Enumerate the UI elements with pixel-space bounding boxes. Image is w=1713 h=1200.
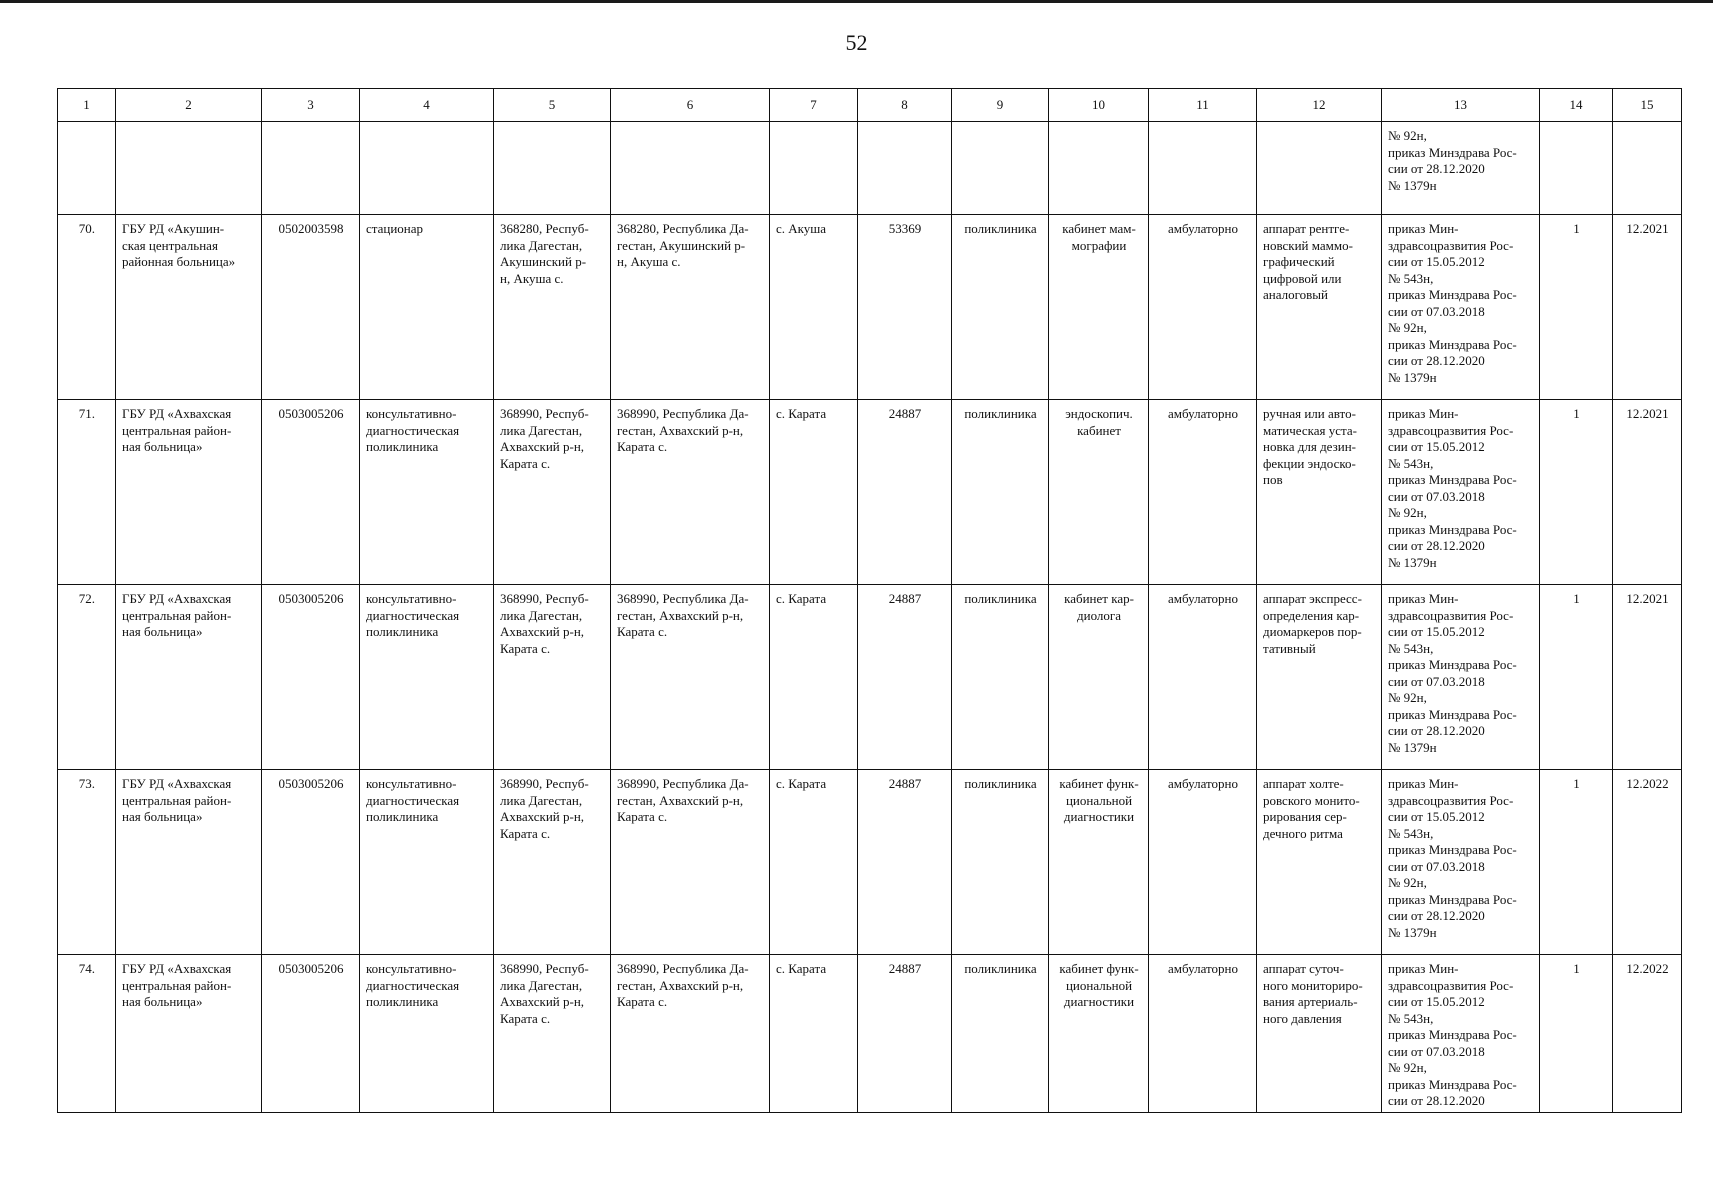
cell-line: № 92н, bbox=[1388, 320, 1427, 335]
mode-cell: амбулаторно bbox=[1149, 215, 1257, 400]
cell-line: графический bbox=[1263, 254, 1335, 269]
cell-line: приказ Минздрава Рос- bbox=[1388, 1076, 1517, 1092]
cell-line: Ахвахский р-н, bbox=[500, 809, 585, 824]
code-cell: 0503005206 bbox=[262, 770, 360, 955]
table-row bbox=[58, 955, 1682, 1113]
column-header-4: 4 bbox=[360, 89, 494, 122]
organization-cell bbox=[116, 585, 262, 770]
facility-type-cell bbox=[360, 215, 494, 400]
actual-address-cell bbox=[611, 955, 770, 1113]
cell-line: № 543н, bbox=[1388, 640, 1434, 656]
cell-line: ного давления bbox=[1263, 1010, 1342, 1026]
cell-line: диолога bbox=[1077, 607, 1121, 623]
facility-type-cell bbox=[360, 400, 494, 585]
date-cell: 12.2021 bbox=[1613, 400, 1682, 585]
cell-line: ГБУ РД «Ахвахская bbox=[122, 961, 232, 976]
cell-line: Карата с. bbox=[617, 994, 668, 1009]
cell-line: гестан, Ахвахский р-н, bbox=[617, 792, 744, 808]
table-body bbox=[58, 122, 1682, 1113]
locality-cell: с. Карата bbox=[770, 585, 858, 770]
cell-line: лика Дагестан, bbox=[500, 607, 583, 623]
cell bbox=[1049, 122, 1149, 215]
cell-line: эндоскопич. bbox=[1065, 406, 1133, 421]
unit-cell bbox=[1049, 400, 1149, 585]
cell-line: диагностики bbox=[1063, 809, 1135, 824]
legal-address-cell bbox=[494, 215, 611, 400]
legal-address-cell bbox=[494, 585, 611, 770]
cell-line: 368990, Республика Да- bbox=[617, 406, 749, 421]
column-header-14: 14 bbox=[1540, 89, 1613, 122]
code-cell: 0503005206 bbox=[262, 955, 360, 1113]
cell-line: сии от 07.03.2018 bbox=[1388, 1043, 1485, 1059]
cell-line: матическая уста- bbox=[1263, 422, 1357, 438]
cell-line: сии от 28.12.2020 bbox=[1388, 538, 1485, 553]
cell-line: консультативно- bbox=[366, 776, 457, 791]
organization-cell bbox=[116, 955, 262, 1113]
cell-line: поликлиника bbox=[366, 994, 439, 1009]
cell-line: ровского монито- bbox=[1263, 792, 1360, 808]
cell-line: 368990, Респуб- bbox=[500, 961, 589, 976]
date-cell: 12.2022 bbox=[1613, 955, 1682, 1113]
cell-line: сии от 07.03.2018 bbox=[1388, 673, 1485, 689]
code-cell: 0502003598 bbox=[262, 215, 360, 400]
cell-line: ная больница» bbox=[122, 439, 203, 454]
cell-line: № 543н, bbox=[1388, 1010, 1434, 1026]
cell bbox=[494, 122, 611, 215]
cell-line: приказ Минздрава Рос- bbox=[1388, 472, 1517, 487]
facility-type-cell bbox=[360, 770, 494, 955]
cell-line: сии от 15.05.2012 bbox=[1388, 624, 1485, 639]
cell bbox=[360, 122, 494, 215]
cell-line: здравсоцразвития Рос- bbox=[1388, 237, 1514, 253]
basis-cell bbox=[1382, 585, 1540, 770]
column-header-11: 11 bbox=[1149, 89, 1257, 122]
cell-line: центральная район- bbox=[122, 792, 232, 808]
cell-line: Ахвахский р-н, bbox=[500, 439, 585, 454]
cell-line: тативный bbox=[1263, 640, 1316, 656]
cell-line: сии от 28.12.2020 bbox=[1388, 353, 1485, 368]
cell-line: консультативно- bbox=[366, 591, 457, 606]
locality-cell: с. Карата bbox=[770, 770, 858, 955]
cell-line: приказ Мин- bbox=[1388, 776, 1459, 791]
cell-line: диагностическая bbox=[366, 792, 460, 808]
date-cell: 12.2021 bbox=[1613, 215, 1682, 400]
cell-line: 368990, Респуб- bbox=[500, 776, 589, 791]
cell bbox=[1540, 122, 1613, 215]
cell-line: приказ Минздрава Рос- bbox=[1388, 287, 1517, 302]
cell-line: диагностическая bbox=[366, 607, 460, 623]
cell-line: № 543н, bbox=[1388, 270, 1434, 286]
cell bbox=[952, 122, 1049, 215]
quantity-cell: 1 bbox=[1540, 585, 1613, 770]
organization-cell bbox=[116, 770, 262, 955]
column-header-6: 6 bbox=[611, 89, 770, 122]
equipment-cell bbox=[1257, 770, 1382, 955]
cell-line: ная больница» bbox=[122, 809, 203, 824]
cell-line: новский маммо- bbox=[1263, 237, 1353, 253]
cell bbox=[770, 122, 858, 215]
cell-line: здравсоцразвития Рос- bbox=[1388, 607, 1514, 623]
cell-line: приказ Минздрава Рос- bbox=[1388, 1027, 1517, 1042]
cell-line: ного мониториро- bbox=[1263, 977, 1363, 993]
basis-cell bbox=[1382, 955, 1540, 1113]
cell-line: Карата с. bbox=[500, 825, 551, 841]
division-cell: поликлиника bbox=[952, 400, 1049, 585]
cell-line: 368990, Респуб- bbox=[500, 406, 589, 421]
actual-address-cell bbox=[611, 585, 770, 770]
cell-line: 368990, Республика Да- bbox=[617, 591, 749, 606]
column-header-5: 5 bbox=[494, 89, 611, 122]
cell-line: консультативно- bbox=[366, 406, 457, 421]
column-header-13: 13 bbox=[1382, 89, 1540, 122]
cell-line: н, Акуша с. bbox=[617, 254, 681, 269]
unit-cell bbox=[1049, 585, 1149, 770]
facility-type-cell bbox=[360, 955, 494, 1113]
cell-line: сии от 15.05.2012 bbox=[1388, 439, 1485, 454]
cell-line: сии от 07.03.2018 bbox=[1388, 488, 1485, 504]
equipment-cell bbox=[1257, 215, 1382, 400]
cell-line: приказ Минздрава Рос- bbox=[1388, 336, 1517, 352]
row-number-cell: 71. bbox=[58, 400, 116, 585]
cell-line: мографии bbox=[1071, 237, 1127, 253]
cell-line: кабинет функ- bbox=[1059, 961, 1139, 976]
quantity-cell: 1 bbox=[1540, 770, 1613, 955]
cell-line: Ахвахский р-н, bbox=[500, 994, 585, 1009]
cell-line: вания артериаль- bbox=[1263, 994, 1358, 1009]
cell-line: цифровой или bbox=[1263, 270, 1342, 286]
cell-line: центральная район- bbox=[122, 607, 232, 623]
equipment-cell bbox=[1257, 585, 1382, 770]
top-border-line bbox=[0, 0, 1713, 3]
cell bbox=[858, 122, 952, 215]
cell-line: новка для дезин- bbox=[1263, 439, 1356, 454]
basis-cell bbox=[1382, 400, 1540, 585]
table-row bbox=[58, 585, 1682, 770]
locality-cell: с. Карата bbox=[770, 400, 858, 585]
cell-line: определения кар- bbox=[1263, 607, 1360, 623]
cell-line: № 1379н bbox=[1388, 177, 1437, 193]
column-header-1: 1 bbox=[58, 89, 116, 122]
population-cell: 24887 bbox=[858, 770, 952, 955]
cell-line: кабинет функ- bbox=[1059, 776, 1139, 791]
cell-line: пов bbox=[1263, 472, 1283, 487]
cell-line: кабинет кар- bbox=[1064, 591, 1134, 606]
cell-line: гестан, Ахвахский р-н, bbox=[617, 422, 744, 438]
cell-line: № 543н, bbox=[1388, 825, 1434, 841]
cell-line: поликлиника bbox=[366, 439, 439, 454]
cell-line: диагностики bbox=[1063, 994, 1135, 1009]
row-number-cell: 72. bbox=[58, 585, 116, 770]
unit-cell bbox=[1049, 770, 1149, 955]
cell-line: сии от 15.05.2012 bbox=[1388, 254, 1485, 269]
cell-line: н, Акуша с. bbox=[500, 270, 564, 286]
cell-line: рирования сер- bbox=[1263, 809, 1347, 824]
table-row bbox=[58, 400, 1682, 585]
cell-line: Карата с. bbox=[500, 455, 551, 471]
table-row bbox=[58, 770, 1682, 955]
unit-cell bbox=[1049, 215, 1149, 400]
cell-line: ская центральная bbox=[122, 237, 218, 253]
basis-cell bbox=[1382, 770, 1540, 955]
cell-line: здравсоцразвития Рос- bbox=[1388, 792, 1514, 808]
cell-line: № 1379н bbox=[1388, 924, 1437, 940]
cell-line: Карата с. bbox=[500, 1010, 551, 1026]
organization-cell bbox=[116, 400, 262, 585]
cell-line: сии от 15.05.2012 bbox=[1388, 994, 1485, 1009]
population-cell: 24887 bbox=[858, 585, 952, 770]
cell-line: сии от 28.12.2020 bbox=[1388, 908, 1485, 923]
cell-line: центральная район- bbox=[122, 977, 232, 993]
cell-line: № 92н, bbox=[1388, 1060, 1427, 1075]
equipment-table bbox=[57, 88, 1682, 1113]
column-header-12: 12 bbox=[1257, 89, 1382, 122]
cell-line: ГБУ РД «Акушин- bbox=[122, 221, 225, 236]
column-header-8: 8 bbox=[858, 89, 952, 122]
cell-line: № 92н, bbox=[1388, 875, 1427, 890]
basis-cell bbox=[1382, 122, 1540, 215]
population-cell: 24887 bbox=[858, 955, 952, 1113]
cell-line: диагностическая bbox=[366, 977, 460, 993]
mode-cell: амбулаторно bbox=[1149, 400, 1257, 585]
cell-line: Карата с. bbox=[617, 809, 668, 824]
column-header-10: 10 bbox=[1049, 89, 1149, 122]
cell-line: кабинет мам- bbox=[1062, 221, 1136, 236]
cell-line: № 92н, bbox=[1388, 690, 1427, 705]
column-header-9: 9 bbox=[952, 89, 1049, 122]
cell-line: приказ Минздрава Рос- bbox=[1388, 144, 1517, 160]
cell-line: гестан, Ахвахский р-н, bbox=[617, 607, 744, 623]
actual-address-cell bbox=[611, 770, 770, 955]
column-header-15: 15 bbox=[1613, 89, 1682, 122]
cell-line: № 1379н bbox=[1388, 369, 1437, 385]
division-cell: поликлиника bbox=[952, 770, 1049, 955]
equipment-cell bbox=[1257, 400, 1382, 585]
cell-line: лика Дагестан, bbox=[500, 792, 583, 808]
cell-line: № 92н, bbox=[1388, 505, 1427, 520]
cell-line: ГБУ РД «Ахвахская bbox=[122, 776, 232, 791]
cell-line: Карата с. bbox=[500, 640, 551, 656]
quantity-cell: 1 bbox=[1540, 400, 1613, 585]
cell-line: аналоговый bbox=[1263, 287, 1328, 302]
cell-line: Карата с. bbox=[617, 624, 668, 639]
cell-line: гестан, Ахвахский р-н, bbox=[617, 977, 744, 993]
cell-line: приказ Мин- bbox=[1388, 961, 1459, 976]
cell-line: центральная район- bbox=[122, 422, 232, 438]
cell-line: здравсоцразвития Рос- bbox=[1388, 422, 1514, 438]
cell-line: консультативно- bbox=[366, 961, 457, 976]
locality-cell: с. Карата bbox=[770, 955, 858, 1113]
cell-line: кабинет bbox=[1077, 422, 1121, 438]
locality-cell: с. Акуша bbox=[770, 215, 858, 400]
code-cell: 0503005206 bbox=[262, 585, 360, 770]
cell-line: Акушинский р- bbox=[500, 254, 587, 269]
cell-line: ная больница» bbox=[122, 994, 203, 1009]
cell-line: аппарат холте- bbox=[1263, 776, 1344, 791]
cell-line: районная больница» bbox=[122, 254, 236, 269]
cell bbox=[1257, 122, 1382, 215]
cell-line: 368280, Респуб- bbox=[500, 221, 589, 236]
population-cell: 53369 bbox=[858, 215, 952, 400]
equipment-cell bbox=[1257, 955, 1382, 1113]
cell-line: стационар bbox=[366, 221, 424, 236]
header-row bbox=[58, 89, 1682, 122]
cell-line: 368990, Респуб- bbox=[500, 591, 589, 606]
cell-line: сии от 28.12.2020 bbox=[1388, 161, 1485, 176]
cell-line: дечного ритма bbox=[1263, 825, 1343, 841]
quantity-cell: 1 bbox=[1540, 955, 1613, 1113]
mode-cell: амбулаторно bbox=[1149, 585, 1257, 770]
division-cell: поликлиника bbox=[952, 955, 1049, 1113]
cell bbox=[1613, 122, 1682, 215]
cell-line: аппарат суточ- bbox=[1263, 961, 1344, 976]
cell-line: приказ Минздрава Рос- bbox=[1388, 521, 1517, 537]
cell-line: 368990, Республика Да- bbox=[617, 961, 749, 976]
cell-line: аппарат рентге- bbox=[1263, 221, 1350, 236]
cell-line: № 1379н bbox=[1388, 739, 1437, 755]
cell-line: диагностическая bbox=[366, 422, 460, 438]
cell-line: сии от 07.03.2018 bbox=[1388, 858, 1485, 874]
row-number-cell: 70. bbox=[58, 215, 116, 400]
facility-type-cell bbox=[360, 585, 494, 770]
cell-line: гестан, Акушинский р- bbox=[617, 237, 746, 253]
cell-line: сии от 28.12.2020 bbox=[1388, 1093, 1485, 1108]
row-number-cell: 74. bbox=[58, 955, 116, 1113]
cell-line: аппарат экспресс- bbox=[1263, 591, 1362, 606]
cell bbox=[58, 122, 116, 215]
cell-line: циональной bbox=[1065, 977, 1133, 993]
cell-line: приказ Минздрава Рос- bbox=[1388, 891, 1517, 907]
basis-cell bbox=[1382, 215, 1540, 400]
legal-address-cell bbox=[494, 400, 611, 585]
cell-line: № 1379н bbox=[1388, 554, 1437, 570]
cell-line: фекции эндоско- bbox=[1263, 455, 1356, 471]
row-number-cell: 73. bbox=[58, 770, 116, 955]
table-row-continuation bbox=[58, 122, 1682, 215]
table-row bbox=[58, 215, 1682, 400]
cell-line: лика Дагестан, bbox=[500, 237, 583, 253]
cell-line: ная больница» bbox=[122, 624, 203, 639]
cell-line: диомаркеров пор- bbox=[1263, 624, 1362, 639]
cell-line: ручная или авто- bbox=[1263, 406, 1356, 421]
cell-line: 368280, Республика Да- bbox=[617, 221, 749, 236]
page-number: 52 bbox=[845, 30, 868, 55]
division-cell: поликлиника bbox=[952, 215, 1049, 400]
cell-line: приказ Минздрава Рос- bbox=[1388, 706, 1517, 722]
mode-cell: амбулаторно bbox=[1149, 955, 1257, 1113]
cell-line: приказ Минздрава Рос- bbox=[1388, 842, 1517, 857]
unit-cell bbox=[1049, 955, 1149, 1113]
cell-line: лика Дагестан, bbox=[500, 977, 583, 993]
date-cell: 12.2021 bbox=[1613, 585, 1682, 770]
legal-address-cell bbox=[494, 955, 611, 1113]
column-header-3: 3 bbox=[262, 89, 360, 122]
actual-address-cell bbox=[611, 215, 770, 400]
cell-line: Ахвахский р-н, bbox=[500, 624, 585, 639]
cell-line: сии от 28.12.2020 bbox=[1388, 723, 1485, 738]
mode-cell: амбулаторно bbox=[1149, 770, 1257, 955]
division-cell: поликлиника bbox=[952, 585, 1049, 770]
cell-line: здравсоцразвития Рос- bbox=[1388, 977, 1514, 993]
cell-line: сии от 15.05.2012 bbox=[1388, 809, 1485, 824]
cell bbox=[116, 122, 262, 215]
cell-line: циональной bbox=[1065, 792, 1133, 808]
cell-line: 368990, Республика Да- bbox=[617, 776, 749, 791]
column-header-7: 7 bbox=[770, 89, 858, 122]
legal-address-cell bbox=[494, 770, 611, 955]
cell-line: № 543н, bbox=[1388, 455, 1434, 471]
cell-line: приказ Мин- bbox=[1388, 591, 1459, 606]
cell-line: ГБУ РД «Ахвахская bbox=[122, 591, 232, 606]
cell-line: приказ Минздрава Рос- bbox=[1388, 657, 1517, 672]
cell-line: сии от 07.03.2018 bbox=[1388, 303, 1485, 319]
cell bbox=[1149, 122, 1257, 215]
cell-line: № 92н, bbox=[1388, 128, 1427, 143]
population-cell: 24887 bbox=[858, 400, 952, 585]
cell-line: приказ Мин- bbox=[1388, 221, 1459, 236]
cell bbox=[611, 122, 770, 215]
cell-line: поликлиника bbox=[366, 624, 439, 639]
organization-cell bbox=[116, 215, 262, 400]
cell-line: поликлиника bbox=[366, 809, 439, 824]
cell-line: лика Дагестан, bbox=[500, 422, 583, 438]
date-cell: 12.2022 bbox=[1613, 770, 1682, 955]
code-cell: 0503005206 bbox=[262, 400, 360, 585]
cell bbox=[262, 122, 360, 215]
actual-address-cell bbox=[611, 400, 770, 585]
column-header-2: 2 bbox=[116, 89, 262, 122]
cell-line: ГБУ РД «Ахвахская bbox=[122, 406, 232, 421]
cell-line: Карата с. bbox=[617, 439, 668, 454]
quantity-cell: 1 bbox=[1540, 215, 1613, 400]
cell-line: приказ Мин- bbox=[1388, 406, 1459, 421]
